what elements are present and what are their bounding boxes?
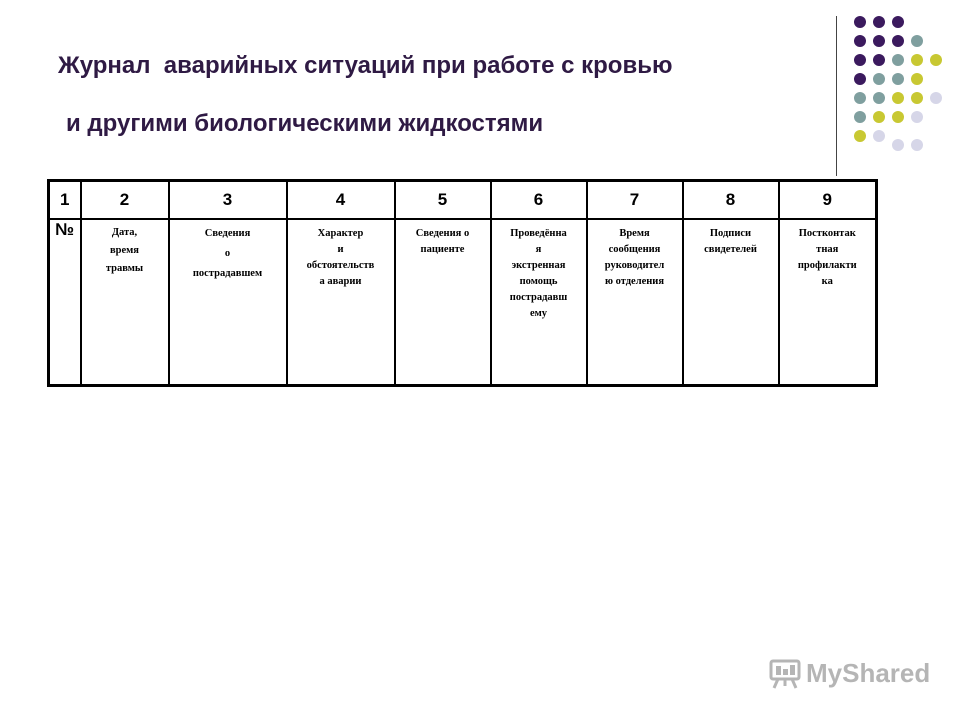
cell-line: время (109, 245, 139, 256)
accident-journal-table (47, 179, 878, 387)
cell-line: ю отделения (604, 276, 665, 287)
cell-line: Сведения (204, 228, 251, 239)
cell-line: Подписи (709, 228, 752, 239)
cell-line: о (224, 248, 231, 259)
dot (911, 92, 923, 104)
dot (892, 16, 904, 28)
dot (873, 73, 885, 85)
dot (892, 35, 904, 47)
page-title-line-2: и другими биологическими жидкостями (66, 110, 544, 137)
watermark-text: MyShared (806, 657, 931, 688)
cell-line: № (55, 220, 75, 239)
dot (854, 92, 866, 104)
dot (873, 54, 885, 66)
cell-line: пострадавш (509, 292, 568, 303)
dot (854, 130, 866, 142)
column-number: 2 (81, 181, 169, 220)
cell-line: Дата, (111, 227, 138, 238)
column-number: 9 (779, 181, 877, 220)
cell-line: сообщения (608, 244, 661, 255)
cell-line: Сведения о (415, 228, 470, 239)
column-number: 4 (287, 181, 395, 220)
dot (930, 92, 942, 104)
header-emergency-aid (491, 219, 587, 386)
cell-line: ка (821, 276, 833, 287)
header-witness-signatures (683, 219, 779, 386)
header-patient-info (395, 219, 491, 386)
header-victim-info (169, 219, 287, 386)
dot (911, 54, 923, 66)
cell-line: обстоятельств (306, 260, 375, 271)
dot (873, 130, 885, 142)
dot (854, 35, 866, 47)
dot (911, 35, 923, 47)
cell-line: пострадавшем (192, 268, 263, 279)
dot (873, 111, 885, 123)
header-date-time (81, 219, 169, 386)
cell-line: Постконтак (798, 228, 856, 239)
dot (892, 139, 904, 151)
cell-line: ему (529, 308, 548, 319)
dot (892, 92, 904, 104)
cell-line: экстренная (511, 260, 566, 271)
column-number: 1 (49, 181, 81, 220)
dot (854, 73, 866, 85)
header-number-sign (49, 219, 81, 386)
dot (854, 111, 866, 123)
dot (854, 16, 866, 28)
column-number: 3 (169, 181, 287, 220)
cell-line: профилакти (797, 260, 857, 271)
cell-line: свидетелей (704, 244, 757, 255)
dot (911, 111, 923, 123)
cell-line: руководител (604, 260, 665, 271)
column-number: 5 (395, 181, 491, 220)
cell-line: тная (816, 244, 839, 255)
cell-line: пациенте (420, 244, 465, 255)
cell-line: Время (619, 228, 650, 239)
dot (892, 73, 904, 85)
decorative-dot-grid (0, 0, 960, 170)
cell-line: я (535, 244, 542, 255)
page-title-line-1: Журнал аварийных ситуаций при работе с кровью (58, 52, 673, 79)
cell-line: травмы (105, 263, 144, 274)
decorative-divider (836, 16, 837, 176)
cell-line: а аварии (319, 276, 362, 287)
dot (873, 92, 885, 104)
column-number: 6 (491, 181, 587, 220)
header-report-time (587, 219, 683, 386)
dot (930, 54, 942, 66)
cell-line: Проведённа (510, 228, 567, 239)
column-number: 8 (683, 181, 779, 220)
dot (873, 16, 885, 28)
cell-line: и (337, 244, 344, 255)
column-number-row (49, 181, 877, 220)
header-post-exposure-prophylaxis (779, 219, 877, 386)
column-header-row (49, 219, 877, 386)
dot (911, 139, 923, 151)
watermark (768, 656, 930, 690)
dot (892, 111, 904, 123)
cell-line: помощь (519, 276, 558, 287)
dot (873, 35, 885, 47)
dot (911, 73, 923, 85)
dot (854, 54, 866, 66)
cell-line: Характер (317, 228, 364, 239)
presentation-board-icon (768, 656, 802, 690)
column-number: 7 (587, 181, 683, 220)
dot (892, 54, 904, 66)
header-accident-circumstances (287, 219, 395, 386)
